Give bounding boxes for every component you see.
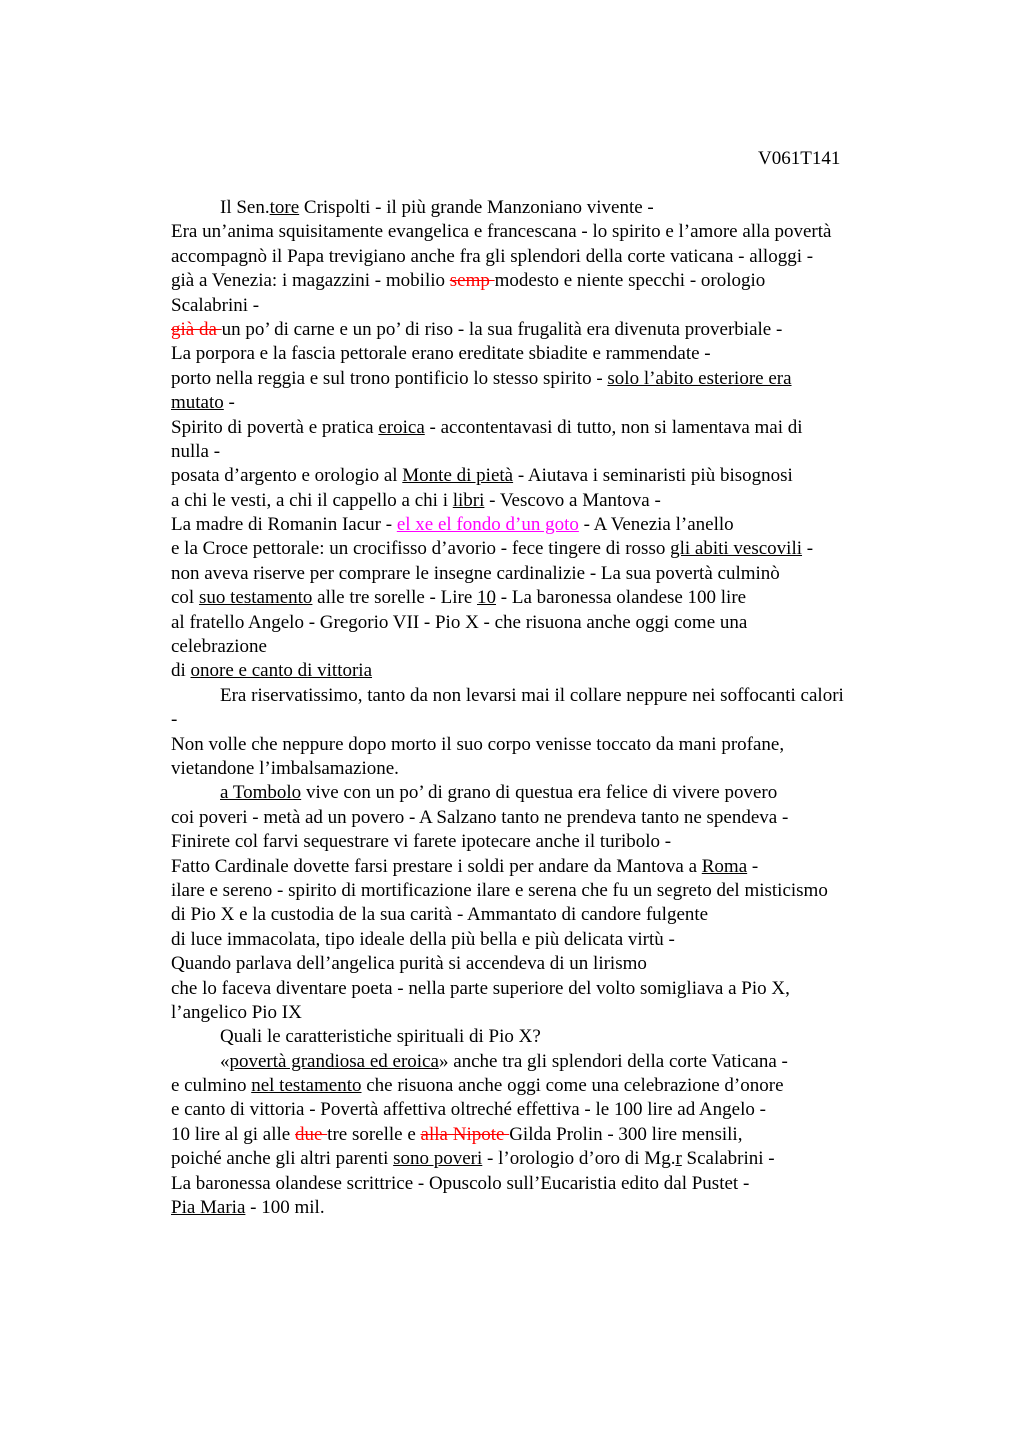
underlined-text: sono poveri	[393, 1148, 483, 1170]
text-line: che lo faceva diventare poeta - nella parte superiore del volto somigliava a Pio X,	[171, 977, 790, 999]
text-line	[171, 416, 911, 440]
text-span: alle tre sorelle - Lire	[312, 587, 478, 609]
underlined-text: nel testamento	[251, 1075, 362, 1097]
deleted-text: due	[294, 1123, 328, 1145]
text-span: -	[802, 538, 814, 560]
text-line	[171, 1147, 911, 1171]
text-span: già a Venezia: i magazzini - mobilio	[171, 270, 450, 292]
text-span: Il Sen.	[220, 197, 270, 218]
text-span: poiché anche gli altri parenti	[171, 1148, 394, 1170]
text-line	[171, 513, 911, 537]
text-span: Fatto Cardinale dovette farsi prestare i soldi per andare da Mantova a	[171, 855, 702, 877]
text-line: La baronessa olandese scrittrice - Opuscolo sull’Eucaristia edito dal Pustet -	[171, 1172, 750, 1194]
underlined-text: r	[675, 1148, 682, 1170]
text-span: -	[223, 392, 235, 414]
text-line	[171, 367, 911, 391]
text-line	[171, 659, 911, 683]
text-line: Non volle che neppure dopo morto il suo corpo venisse toccato da mani profane,	[171, 733, 785, 755]
text-line	[171, 1050, 911, 1074]
underlined-text: povertà grandiosa ed eroica	[229, 1050, 439, 1072]
text-line: La porpora e la fascia pettorale erano ereditate sbiadite e rammendate -	[171, 343, 711, 365]
text-span: posata d’argento e orologio al	[171, 465, 403, 487]
text-line	[171, 391, 911, 415]
transcription-body	[171, 196, 911, 1220]
underlined-text: tore	[269, 197, 300, 218]
text-line	[171, 537, 911, 561]
text-span: - Aiutava i seminaristi più bisognosi	[513, 465, 793, 487]
text-span: La madre di Romanin Iacur -	[171, 514, 397, 536]
underlined-text: a Tombolo	[220, 782, 302, 804]
deleted-text: alla Nipote	[420, 1123, 510, 1145]
underlined-text: solo l’abito esteriore era	[607, 367, 792, 389]
text-line: ilare e sereno - spirito di mortificazione ilare e serena che fu un segreto del misticismo	[171, 879, 828, 901]
text-line	[171, 318, 911, 342]
text-line: nulla -	[171, 440, 221, 462]
text-span: porto nella reggia e sul trono pontificio lo stesso spirito -	[171, 367, 608, 389]
text-span: - La baronessa olandese 100 lire	[496, 587, 747, 609]
text-span: - Vescovo a Mantova -	[484, 489, 661, 511]
text-line	[171, 1196, 911, 1220]
text-line: accompagnò il Papa trevigiano anche fra gli splendori della corte vaticana - alloggi -	[171, 245, 814, 267]
text-line: Scalabrini -	[171, 294, 260, 316]
underlined-text: libri	[452, 489, 485, 511]
text-span: - accontentavasi di tutto, non si lamentava mai di	[424, 416, 803, 438]
text-span: modesto e niente specchi - orologio	[494, 270, 766, 292]
text-line: vietandone l’imbalsamazione.	[171, 757, 399, 779]
text-span: un po’ di carne e un po’ di riso - la sua frugalità era divenuta proverbiale -	[221, 318, 783, 340]
text-span: vive con un po’ di grano di questua era felice di vivere povero	[301, 782, 778, 804]
text-line: Era un’anima squisitamente evangelica e francescana - lo spirito e l’amore alla povertà	[171, 221, 832, 243]
document-id: V061T141	[758, 148, 841, 169]
text-line	[171, 196, 911, 220]
text-line: Finirete col farvi sequestrare vi farete ipotecare anche il turibolo -	[171, 831, 672, 853]
text-line: di luce immacolata, tipo ideale della più bella e più delicata virtù -	[171, 928, 675, 950]
underlined-text: 10	[477, 587, 497, 609]
underlined-text: eroica	[378, 416, 425, 438]
text-span: Crispolti - il più grande Manzoniano vivente -	[299, 197, 654, 218]
text-span: » anche tra gli splendori della corte Vaticana -	[438, 1050, 788, 1072]
underlined-text: onore e canto di vittoria	[190, 660, 373, 682]
text-line: Quali le caratteristiche spirituali di Pio X?	[220, 1026, 541, 1048]
text-line	[171, 269, 911, 293]
underlined-text: gli abiti vescovili	[670, 538, 803, 560]
deleted-text: già da	[171, 318, 222, 340]
text-span: Gilda Prolin - 300 lire mensili,	[509, 1123, 743, 1145]
text-span: 10 lire al gi alle	[171, 1123, 295, 1145]
deleted-text: semp	[449, 270, 495, 292]
text-line: di Pio X e la custodia de la sua carità - Ammantato di candore fulgente	[171, 904, 709, 926]
dialect-quote-text: el xe el fondo d’un goto	[396, 514, 579, 536]
text-span: a chi le vesti, a chi il cappello a chi i	[171, 489, 453, 511]
text-span: Scalabrini -	[681, 1148, 775, 1170]
text-line	[171, 855, 911, 879]
text-line: al fratello Angelo - Gregorio VII - Pio X - che risuona anche oggi come una	[171, 611, 748, 633]
text-span: -	[747, 855, 759, 877]
text-line: coi poveri - metà ad un povero - A Salzano tanto ne prendeva tanto ne spendeva -	[171, 806, 789, 828]
text-line: celebrazione	[171, 636, 267, 658]
text-line: Quando parlava dell’angelica purità si accendeva di un lirismo	[171, 953, 647, 975]
text-span: di	[171, 660, 191, 682]
text-span: e culmino	[171, 1075, 252, 1097]
text-line	[171, 586, 911, 610]
text-line: -	[171, 709, 178, 731]
text-span: Spirito di povertà e pratica	[171, 416, 379, 438]
text-line: Era riservatissimo, tanto da non levarsi mai il collare neppure nei soffocanti calori	[220, 684, 844, 706]
text-line	[171, 1074, 911, 1098]
text-span: - 100 mil.	[245, 1197, 325, 1219]
text-span: - l’orologio d’oro di Mg.	[482, 1148, 676, 1170]
underlined-text: Monte di pietà	[402, 465, 514, 487]
text-line	[171, 781, 911, 805]
text-line: e canto di vittoria - Povertà affettiva oltreché effettiva - le 100 lire ad Angelo -	[171, 1099, 766, 1121]
text-span: e la Croce pettorale: un crocifisso d’avorio - fece tingere di rosso	[171, 538, 671, 560]
text-line	[171, 464, 911, 488]
underlined-text: suo testamento	[198, 587, 313, 609]
text-span: - A Venezia l’anello	[578, 514, 734, 536]
text-line: l’angelico Pio IX	[171, 1001, 302, 1023]
text-line	[171, 1123, 911, 1147]
text-line	[171, 489, 911, 513]
text-line: non aveva riserve per comprare le insegne cardinalizie - La sua povertà culminò	[171, 562, 780, 584]
underlined-text: mutato	[171, 392, 224, 414]
text-span: «	[220, 1050, 230, 1072]
text-span: col	[171, 587, 199, 609]
text-span: che risuona anche oggi come una celebrazione d’onore	[361, 1075, 784, 1097]
text-span: tre sorelle e	[327, 1123, 421, 1145]
underlined-text: Roma	[701, 855, 748, 877]
underlined-text: Pia Maria	[171, 1197, 246, 1219]
